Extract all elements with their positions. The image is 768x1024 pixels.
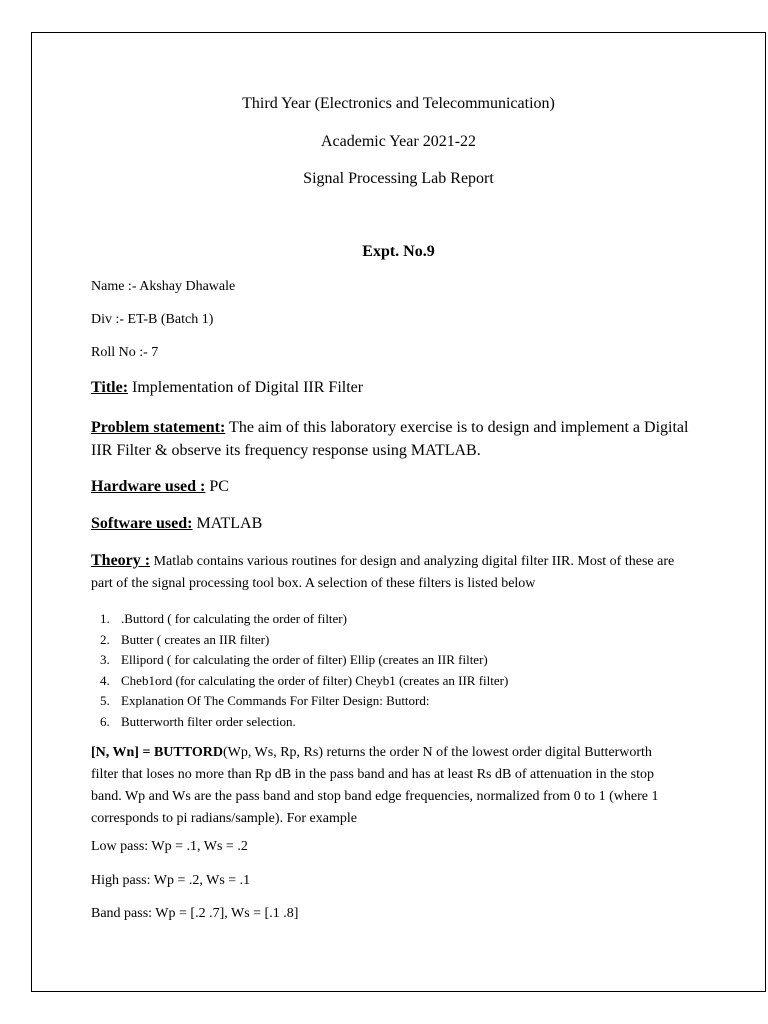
hardware-text: PC xyxy=(205,478,229,495)
student-roll-no: Roll No :- 7 xyxy=(91,345,159,360)
theory-label: Theory : xyxy=(91,552,151,569)
theory-section xyxy=(91,550,681,595)
title-section xyxy=(91,379,363,397)
title-label: Title: xyxy=(91,379,129,396)
theory-text: Matlab contains various routines for design and analyzing digital filter IIR. Most of these are part of the signal processing tool box. A selection of these filters is listed below xyxy=(91,554,675,591)
list-item: 1. .Buttord ( for calculating the order of filter) xyxy=(113,609,508,630)
problem-label: Problem statement: xyxy=(91,419,226,436)
title-text: Implementation of Digital IIR Filter xyxy=(128,379,364,396)
buttord-signature: [N, Wn] = BUTTORD xyxy=(91,745,223,760)
header-line-2: Academic Year 2021-22 xyxy=(320,133,477,150)
student-division: Div :- ET-B (Batch 1) xyxy=(91,312,214,327)
list-item: 5. Explanation Of The Commands For Filter Design: Buttord: xyxy=(113,691,508,712)
list-item: 2. Butter ( creates an IIR filter) xyxy=(113,630,508,651)
list-item: 4. Cheb1ord (for calculating the order of filter) Cheyb1 (creates an IIR filter) xyxy=(113,671,508,692)
example-low-pass: Low pass: Wp = .1, Ws = .2 xyxy=(91,839,248,854)
list-item: 3. Ellipord ( for calculating the order of filter) Ellip (creates an IIR filter) xyxy=(113,650,508,671)
student-name: Name :- Akshay Dhawale xyxy=(91,279,236,294)
example-high-pass: High pass: Wp = .2, Ws = .1 xyxy=(91,873,251,888)
buttord-text: (Wp, Ws, Rp, Rs) returns the order N of the lowest order digital Butterworth filter that loses no more than Rp dB in the pass band and has at least Rs dB of attenuation in the stop band. Wp and Ws are the pass band and stop band edge frequencies, normalized from 0 to 1 (where 1 corresponds to pi radians/sample). For example xyxy=(91,745,659,826)
header-line-1: Third Year (Electronics and Telecommunication) xyxy=(242,95,555,112)
header-line-3: Signal Processing Lab Report xyxy=(303,170,494,187)
list-item: 6. Butterworth filter order selection. xyxy=(113,712,508,733)
software-text: MATLAB xyxy=(192,515,263,532)
document-page xyxy=(31,32,766,992)
problem-text: The aim of this laboratory exercise is to design and implement a Digital IIR Filter & observe its frequency response using MATLAB. xyxy=(91,419,689,459)
example-band-pass: Band pass: Wp = [.2 .7], Ws = [.1 .8] xyxy=(91,906,299,921)
software-label: Software used: xyxy=(91,515,193,532)
hardware-section xyxy=(91,478,229,496)
software-section xyxy=(91,515,262,533)
hardware-label: Hardware used : xyxy=(91,478,206,495)
buttord-description xyxy=(91,742,681,830)
filter-routines-list xyxy=(91,609,508,732)
problem-statement xyxy=(91,416,691,462)
experiment-number: Expt. No.9 xyxy=(362,243,435,260)
